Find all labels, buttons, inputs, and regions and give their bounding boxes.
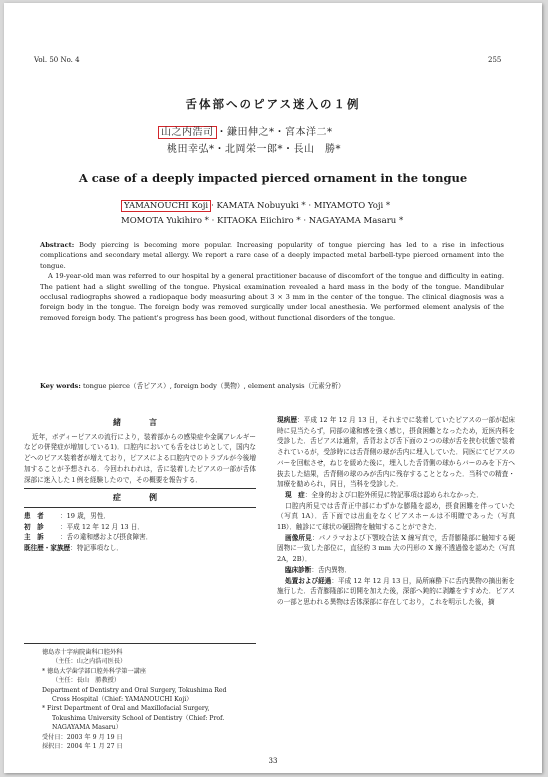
case-item — [24, 511, 256, 522]
footnote-line: （主任：長山 勝教授） — [52, 677, 121, 685]
image-text: ：パノラマおよび下顎咬合法 X 線写真で，舌背膨隆部に触知する硬固物に一致した部位に，直径約 3 mm 大の円形の X 線不透過像を認めた（写真 2A，2B）． — [277, 533, 515, 564]
footnote-line: 採択日：2004 年 1 月 27 日 — [42, 743, 123, 751]
keywords — [40, 380, 345, 390]
keywords-label: Key words: — [40, 382, 81, 390]
highlighted-author-jp: 山之内浩司 — [158, 126, 217, 139]
case-item-label: 主 訴 — [24, 533, 44, 542]
case-item — [24, 522, 256, 533]
present-text: ：全身的および口腔外所見に特記事項は認められなかった． — [304, 490, 483, 499]
section-rule — [24, 488, 256, 489]
case-item-value: ：19 歳，男性． — [60, 511, 111, 520]
volume-label: Vol. 50 No. 4 — [34, 56, 80, 64]
abstract-text-1: Body piercing is becoming more popular. Increasing popularity of tongue piercing has led to a rise in infectious complications and secondary metal allergy. We report a rare case of a deeply impacted metal barbell-type pierced ornament into the tongue. — [40, 241, 504, 270]
japanese-authors-line2: 桃田幸弘*・北岡栄一郎*・長山 勝* — [167, 144, 341, 155]
japanese-authors-line1 — [158, 123, 333, 138]
footnote-line: Cross Hospital（Chief: YAMANOUCHI Koji） — [52, 696, 193, 704]
footnote-line: （主任：山之内浩司医長） — [52, 658, 127, 666]
abstract-paragraph-2: A 19-year-old man was referred to our hospital by a general practitioner bacause of discomfort of the tongue and difficulty in eating. The patient had a slight swelling of the tongue. Physical examination revealed a hard mass in the body of the tongue. Mandibular occlusal radiographs showed a radiopaque body measuring about 3 × 3 mm in the center of the tongue. The clinical diagnosis was a foreign body in the tongue. The foreign body was removed surgically under local anesthesia. We performed element analysis of the removed foreign body. The patient's progress has been good, without functional disorders of the tongue. — [40, 272, 504, 322]
image-label: 画像所見 — [285, 533, 312, 542]
case-item — [24, 532, 256, 543]
case-item-value: ：特記事項なし． — [70, 544, 123, 553]
oral-findings: 口腔内所見では舌背正中部にわずかな膨隆を認め，摂食困難を伴っていた（写真 1A）．舌下面では出血をなくピアスホールは不明瞭であった（写真 1B）．触診にて球状の硬固物を触知することができた． — [277, 501, 515, 532]
footer-page-number: 33 — [268, 757, 278, 765]
case-heading: 症 例 — [113, 492, 167, 503]
english-authors-line2: MOMOTA Yukihiro * · KITAOKA Eiichiro * · NAGAYAMA Masaru * — [121, 216, 404, 226]
intro-heading: 緒 言 — [113, 417, 167, 427]
diagnosis-label: 臨床診断 — [285, 565, 312, 574]
affiliation-footnote — [42, 648, 264, 751]
history-paragraph — [277, 415, 515, 490]
case-item-value: ：舌の違和感および摂食障害． — [60, 533, 153, 542]
procedure-text: ：平成 12 年 12 月 13 日，局所麻酔下に舌内異物の摘出術を施行した．舌背膨隆部に切開を加えた後，深部へ鈍的に剥離をすすめた．ピアスの一部と思われる異物は舌体深部に存在しており，これを明示した後，摘 — [277, 576, 516, 606]
abstract-paragraph-1 — [40, 240, 504, 271]
history-text: ：平成 12 年 12 月 13 日，それまでに装着していたピアスの一部が起床時に見当たらず，同部の違和感を強く感じ，摂食困難となったため，近医内科を受診した．舌ピアスは通常，舌背および舌下面の２つの球が舌を挟む状態で装着されているが，受診時には舌背側の球が舌内に埋入していた．同医にてピアスのバーを回転させ，ねじを緩めた後に，埋入した舌背側の球からバーのみを下方へ抜去した結果，舌背側の球のみが舌内に残存することとなった．当科での精査・加療を勧められ，同日，当科を受診した． — [277, 416, 515, 489]
present-label: 現 症 — [285, 490, 305, 499]
footnote-line: Tokushima University School of Dentistry（Chief: Prof. — [52, 714, 225, 722]
case-item-label: 既往歴・家族歴 — [24, 544, 71, 553]
intro-text: 近年，ボディーピアスの流行により，装着部からの感染症や金属アレルギーなどの併発症が増加している1)．口腔内においても舌をはじめとして，国内などへのピアス装着者が増えており，ピアスによる口腔内でのトラブルが今後増加することが予想される．今回われわれは，舌に装着したピアスの一部が舌体深部に迷入した１例を経験したので，その概要を報告する． — [24, 432, 256, 484]
english-authors-rest: · KAMATA Nobuyuki * · MIYAMOTO Yoji * — [211, 201, 391, 211]
section-rule — [24, 507, 256, 508]
footnote-line: 受付日：2003 年 9 月 19 日 — [42, 733, 123, 741]
case-summary — [24, 511, 256, 554]
procedure-label: 処置および経過 — [285, 576, 332, 585]
present-paragraph — [277, 490, 515, 501]
page-number: 255 — [488, 56, 502, 64]
english-title: A case of a deeply impacted pierced ornament in the tongue — [78, 171, 468, 185]
image-paragraph — [277, 533, 515, 565]
footnote-line: Department of Dentistry and Oral Surgery, Tokushima Red — [42, 686, 227, 694]
highlighted-author-en: YAMANOUCHI Koji — [121, 200, 211, 212]
procedure-paragraph — [277, 576, 515, 608]
footnote-line: 徳島赤十字病院歯科口腔外科 — [42, 649, 123, 656]
english-authors-line1 — [121, 201, 390, 211]
footnote-line: * 徳島大学歯学部口腔外科学第一講座 — [42, 667, 147, 675]
history-label: 現病歴 — [277, 416, 298, 424]
case-item-value: ：平成 12 年 12 月 13 日． — [60, 522, 144, 531]
case-item — [24, 543, 256, 554]
case-item-label: 患 者 — [24, 511, 44, 520]
footnote-line: * First Department of Oral and Maxillofacial Surgery, — [42, 705, 210, 713]
case-item-label: 初 診 — [24, 522, 44, 531]
journal-page — [4, 3, 542, 773]
left-column — [24, 415, 256, 554]
footnote-line: NAGAYAMA Masaru） — [52, 724, 122, 732]
right-column — [277, 415, 515, 608]
diagnosis-paragraph — [277, 565, 515, 576]
abstract-label: Abstract: — [40, 241, 75, 249]
abstract — [40, 240, 504, 323]
japanese-authors-rest: ・鎌田伸之*・宮本洋二* — [216, 127, 333, 138]
footnote-rule — [24, 643, 256, 644]
japanese-title: 舌体部へのピアス迷入の１例 — [185, 97, 361, 111]
diagnosis-text: ：舌内異物． — [311, 565, 351, 574]
keywords-text: tongue pierce（舌ピアス）, foreign body（異物）, element analysis（元素分析） — [82, 382, 345, 390]
